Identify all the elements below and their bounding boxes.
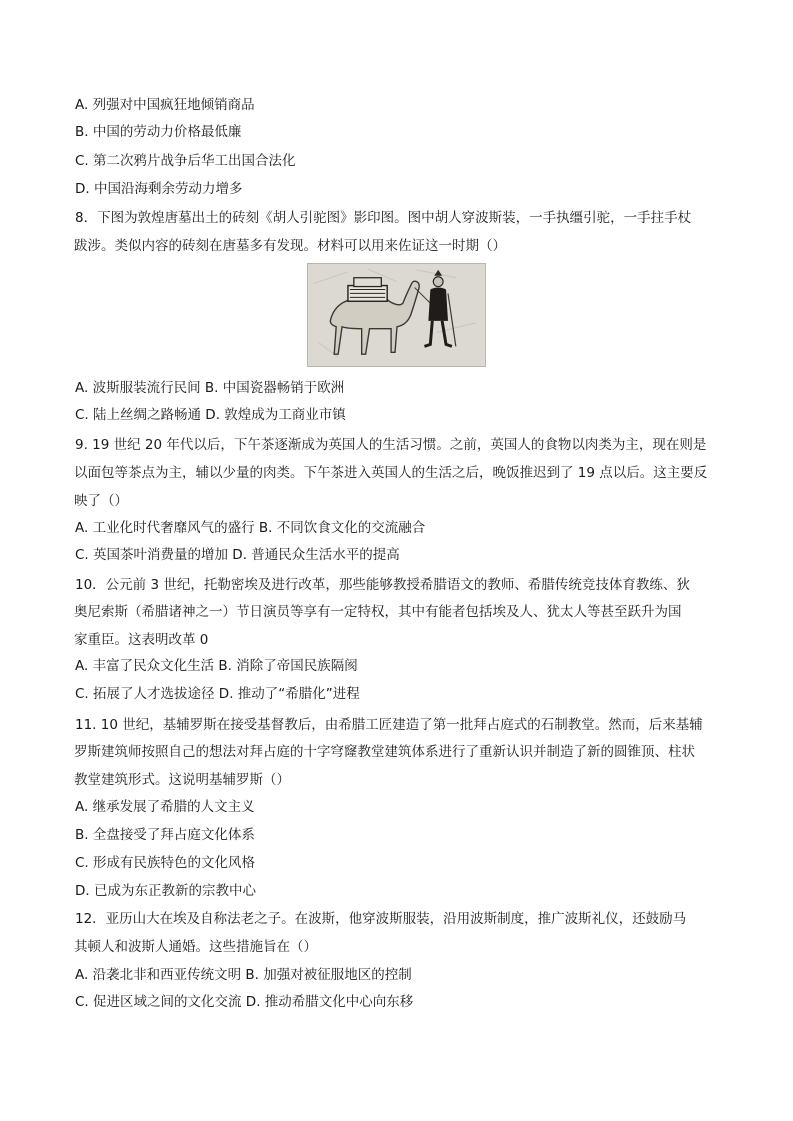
q10-options-cd: C. 拓展了人才选拔途径 D. 推动了“希腊化”进程 (75, 686, 360, 702)
q7-option-d: D. 中国沿海剩余劳动力增多 (75, 181, 243, 197)
q12-options-ab: A. 沿袭北非和西亚传统文明 B. 加强对被征服地区的控制 (75, 967, 412, 983)
q8-stem-line1: 8．下图为敦煌唐墓出土的砖刻《胡人引驼图》影印图。图中胡人穿波斯装，一手执缰引驼，一手拄手杖 (75, 210, 692, 226)
q11-option-b: B. 全盘接受了拜占庭文化体系 (75, 827, 255, 843)
q9-stem-line2: 以面包等茶点为主，辅以少量的肉类。下午茶进入英国人的生活之后，晚饭推迟到了 19 点以后。这主要反 (74, 465, 708, 481)
q10-stem-line2: 奥尼索斯（希腊诸神之一）节日演员等享有一定特权，其中有能者包括埃及人、犹太人等甚至跃升为国 (74, 604, 682, 620)
q9-stem-line3: 映了（） (74, 493, 128, 509)
q11-option-a: A. 继承发展了希腊的人文主义 (75, 799, 255, 815)
q11-option-c: C. 形成有民族特色的文化风格 (75, 855, 256, 871)
q11-option-d: D. 已成为东正教新的宗教中心 (75, 883, 256, 899)
q10-stem-line1: 10．公元前 3 世纪，托勒密埃及进行改革，那些能够教授希腊语文的教师、希腊传统竞技体育教练、狄 (75, 577, 690, 593)
q11-stem-line2: 罗斯建筑师按照自己的想法对拜占庭的十字穹窿教堂建筑体系进行了重新认识并制造了新的圆锥顶、柱状 (74, 744, 695, 760)
camel-relief-image (307, 263, 486, 367)
q8-stem-line2: 跋涉。类似内容的砖刻在唐墓多有发现。材料可以用来佐证这一时期（） (74, 238, 506, 254)
q12-stem-line2: 其顿人和波斯人通婚。这些措施旨在（） (74, 939, 317, 955)
q9-options-ab: A. 工业化时代奢靡风气的盛行 B. 不同饮食文化的交流融合 (75, 520, 426, 536)
q8-options-cd: C. 陆上丝绸之路畅通 D. 敦煌成为工商业市镇 (75, 407, 346, 423)
q10-options-ab: A. 丰富了民众文化生活 B. 消除了帝国民族隔阂 (75, 658, 358, 674)
q11-stem-line3: 教堂建筑形式。这说明基辅罗斯（） (74, 772, 290, 788)
q9-stem-line1: 9. 19 世纪 20 年代以后，下午茶逐渐成为英国人的生活习惯。之前，英国人的食物以肉类为主，现在则是 (75, 437, 707, 453)
q7-option-a: A. 列强对中国疯狂地倾销商品 (75, 97, 255, 113)
q12-options-cd: C. 促进区域之间的文化交流 D. 推动希腊文化中心向东移 (75, 994, 414, 1010)
q8-options-ab: A. 波斯服装流行民间 B. 中国瓷器畅销于欧洲 (75, 380, 345, 396)
camel-and-foreign-man-icon (308, 264, 485, 366)
q7-option-c: C. 第二次鸦片战争后华工出国合法化 (75, 153, 296, 169)
q11-stem-line1: 11. 10 世纪，基辅罗斯在接受基督教后，由希腊工匠建造了第一批拜占庭式的石制教堂。然而，后来基辅 (75, 717, 703, 733)
q12-stem-line1: 12．亚历山大在埃及自称法老之子。在波斯，他穿波斯服装，沿用波斯制度，推广波斯礼仪，还鼓励马 (75, 911, 687, 927)
q7-option-b: B. 中国的劳动力价格最低廉 (75, 124, 242, 140)
q9-options-cd: C. 英国茶叶消费量的增加 D. 普通民众生活水平的提高 (75, 547, 400, 563)
q10-stem-line3: 家重臣。这表明改革 0 (74, 632, 209, 648)
